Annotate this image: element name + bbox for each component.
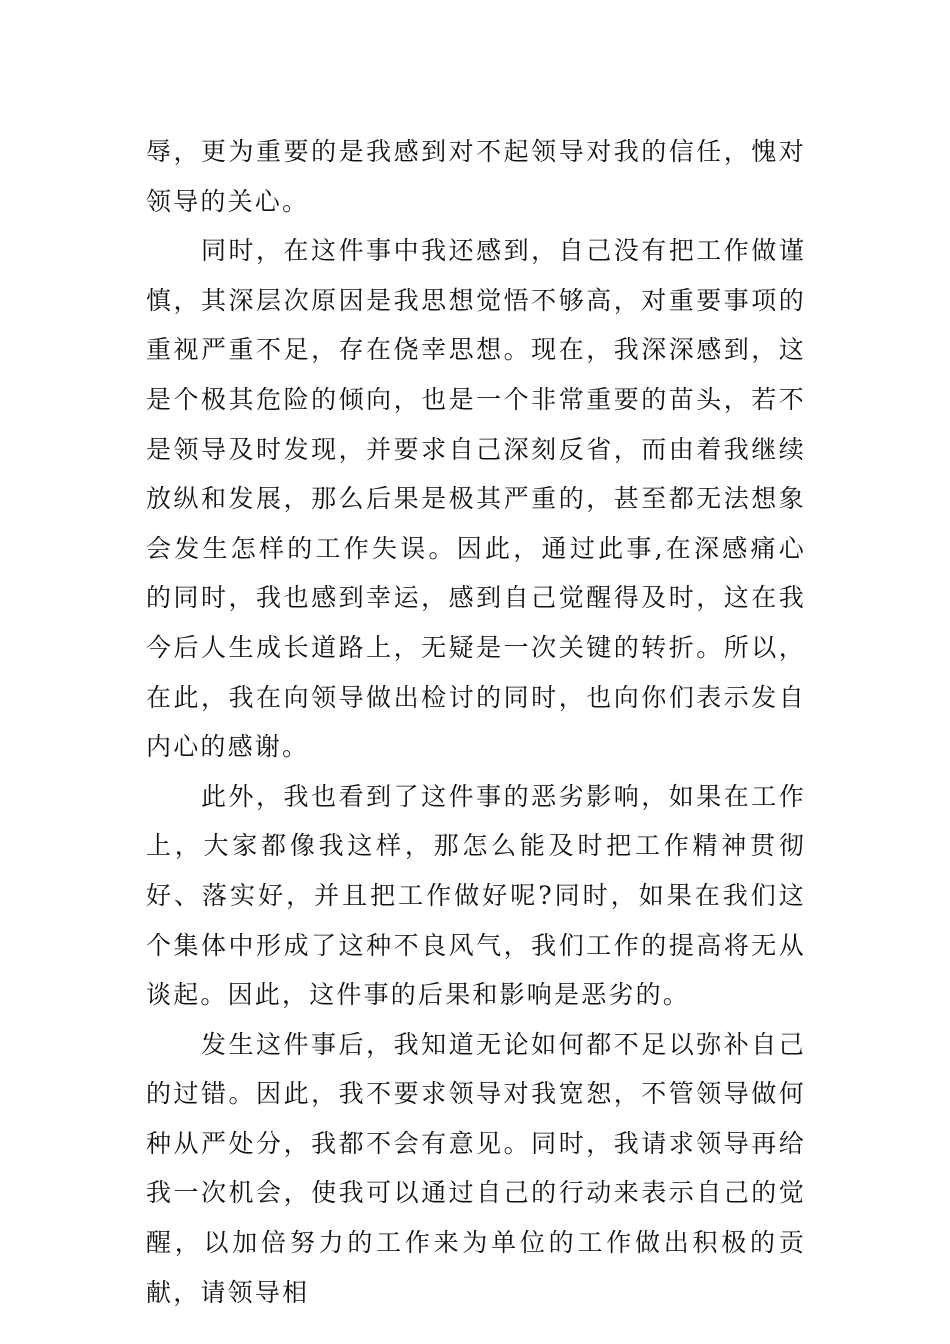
paragraph-continuation: 辱，更为重要的是我感到对不起领导对我的信任，愧对领导的关心。: [146, 137, 806, 216]
paragraph-reflection: 同时，在这件事中我还感到，自己没有把工作做谨慎，其深层次原因是我思想觉悟不够高，对重要事项的重视严重不足，存在侥幸思想。现在，我深深感到，这是个极其危险的倾向，也是一个非常重要的苗头，若不是领导及时发现，并要求自己深刻反省，而由着我继续放纵和发展，那么后果是极其严重的，甚至都无法想象会发生怎样的工作失误。因此，通过此事,在深感痛心的同时，我也感到幸运，感到自己觉醒得及时，这在我今后人生成长道路上，无疑是一次关键的转折。所以，在此，我在向领导做出检讨的同时，也向你们表示发自内心的感谢。: [146, 236, 806, 762]
document-body: [146, 127, 806, 1317]
paragraph-impact: 此外，我也看到了这件事的恶劣影响，如果在工作上，大家都像我这样，那怎么能及时把工作精神贯彻好、落实好，并且把工作做好呢?同时，如果在我们这个集体中形成了这种不良风气，我们工作的提高将无从谈起。因此，这件事的后果和影响是恶劣的。: [146, 781, 806, 1010]
paragraph-request: 发生这件事后，我知道无论如何都不足以弥补自己的过错。因此，我不要求领导对我宽恕，不管领导做何种从严处分，我都不会有意见。同时，我请求领导再给我一次机会，使我可以通过自己的行动来表示自己的觉醒，以加倍努力的工作来为单位的工作做出积极的贡献，请领导相: [146, 1029, 806, 1307]
